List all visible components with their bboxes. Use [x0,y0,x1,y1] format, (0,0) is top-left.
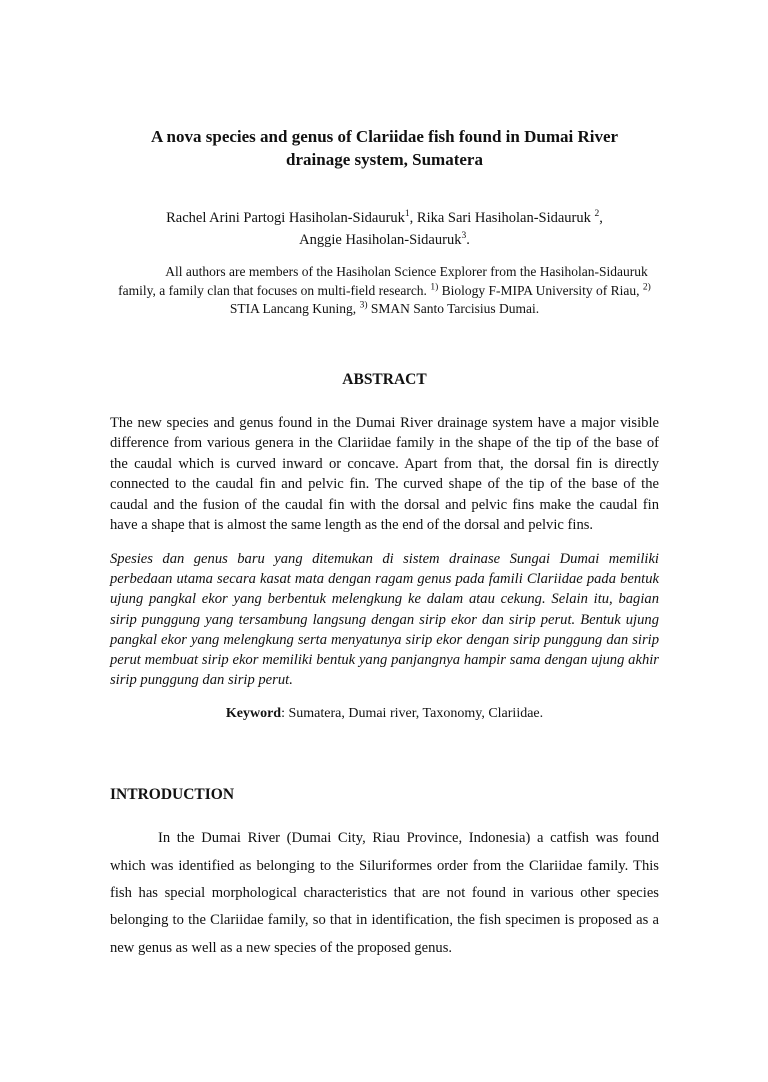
paper-title [110,125,659,171]
abstract-heading: ABSTRACT [342,370,427,388]
authors-block [110,207,659,251]
keyword-line [110,705,659,723]
introduction-paragraph: In the Dumai River (Dumai City, Riau Province, Indonesia) a catfish was found which was identified as belonging to the Siluriformes order from the Clariidae family. This fish has special morphological characteristics that are not found in various other species belonging to the Clariidae family, so that in identification, the fish specimen is proposed as a new genus as well as a new species of the proposed genus. [110,830,659,956]
abstract-paragraph-indonesian: Spesies dan genus baru yang ditemukan di sistem drainase Sungai Dumai memiliki perbedaan utama secara kasat mata dengan ragam genus pada famili Clariidae pada bentuk ujung pangkal ekor yang berbentuk melengkung ke dalam atau cekung. Selain itu, bagian sirip punggung yang tersambung langsung dengan sirip ekor dan sirip perut. Bentuk ujung pangkal ekor yang melengkung serta menyatunya sirip ekor dengan sirip punggung dan sirip perut membuat sirip ekor memiliki bentuk yang panjangnya hampir sama dengan ujung akhir sirip punggung dan sirip perut. [110,551,659,689]
affiliation-superscript-3: 3) [359,300,368,311]
author-name-3: Anggie Hasiholan-Sidauruk [299,232,462,248]
affiliation-superscript-1: 1) [430,282,439,292]
author-name-1: Rachel Arini Partogi Hasiholan-Sidauruk [166,210,405,226]
affiliation-text-1: All authors are members of the Hasiholan Science Explorer from the Hasiholan-Sidauruk family, a family clan that focuses on multi-field research. [118,264,648,298]
authors-end-period: . [466,232,470,248]
authors-separator: , [599,210,603,226]
affiliation-paragraph [116,263,653,319]
affiliation-text-4: SMAN Santo Tarcisius Dumai. [367,301,540,316]
abstract-paragraph-english: The new species and genus found in the Dumai River drainage system have a major visible difference from various genera in the Clariidae family in the shape of the tip of the base of the caudal which is curved inward or concave. Apart from that, the dorsal fin is directly connected to the caudal fin and pelvic fin. The curved shape of the tip of the base of the caudal and the fusion of the caudal fin with the dorsal and pelvic fins make the caudal fin have a shape that is almost the same length as the end of the dorsal and pelvic fins. [110,414,659,534]
affiliation-text-3: STIA Lancang Kuning, [229,301,360,316]
author-superscript-1: 1 [404,209,410,220]
author-superscript-2: 2 [594,209,600,220]
introduction-heading: INTRODUCTION [110,786,235,804]
keyword-values: : Sumatera, Dumai river, Taxonomy, Clariidae. [281,706,544,722]
affiliation-superscript-2: 2) [642,282,651,292]
keyword-label: Keyword [225,706,282,722]
paper-title-line-1: A nova species and genus of Clariidae fish found in Dumai River [150,127,619,146]
author-superscript-3: 3 [461,231,467,242]
paper-title-line-2: drainage system, Sumatera [286,150,483,169]
affiliation-text-2: Biology F-MIPA University of Riau, [438,282,643,298]
author-name-2: , Rika Sari Hasiholan-Sidauruk [409,210,595,226]
